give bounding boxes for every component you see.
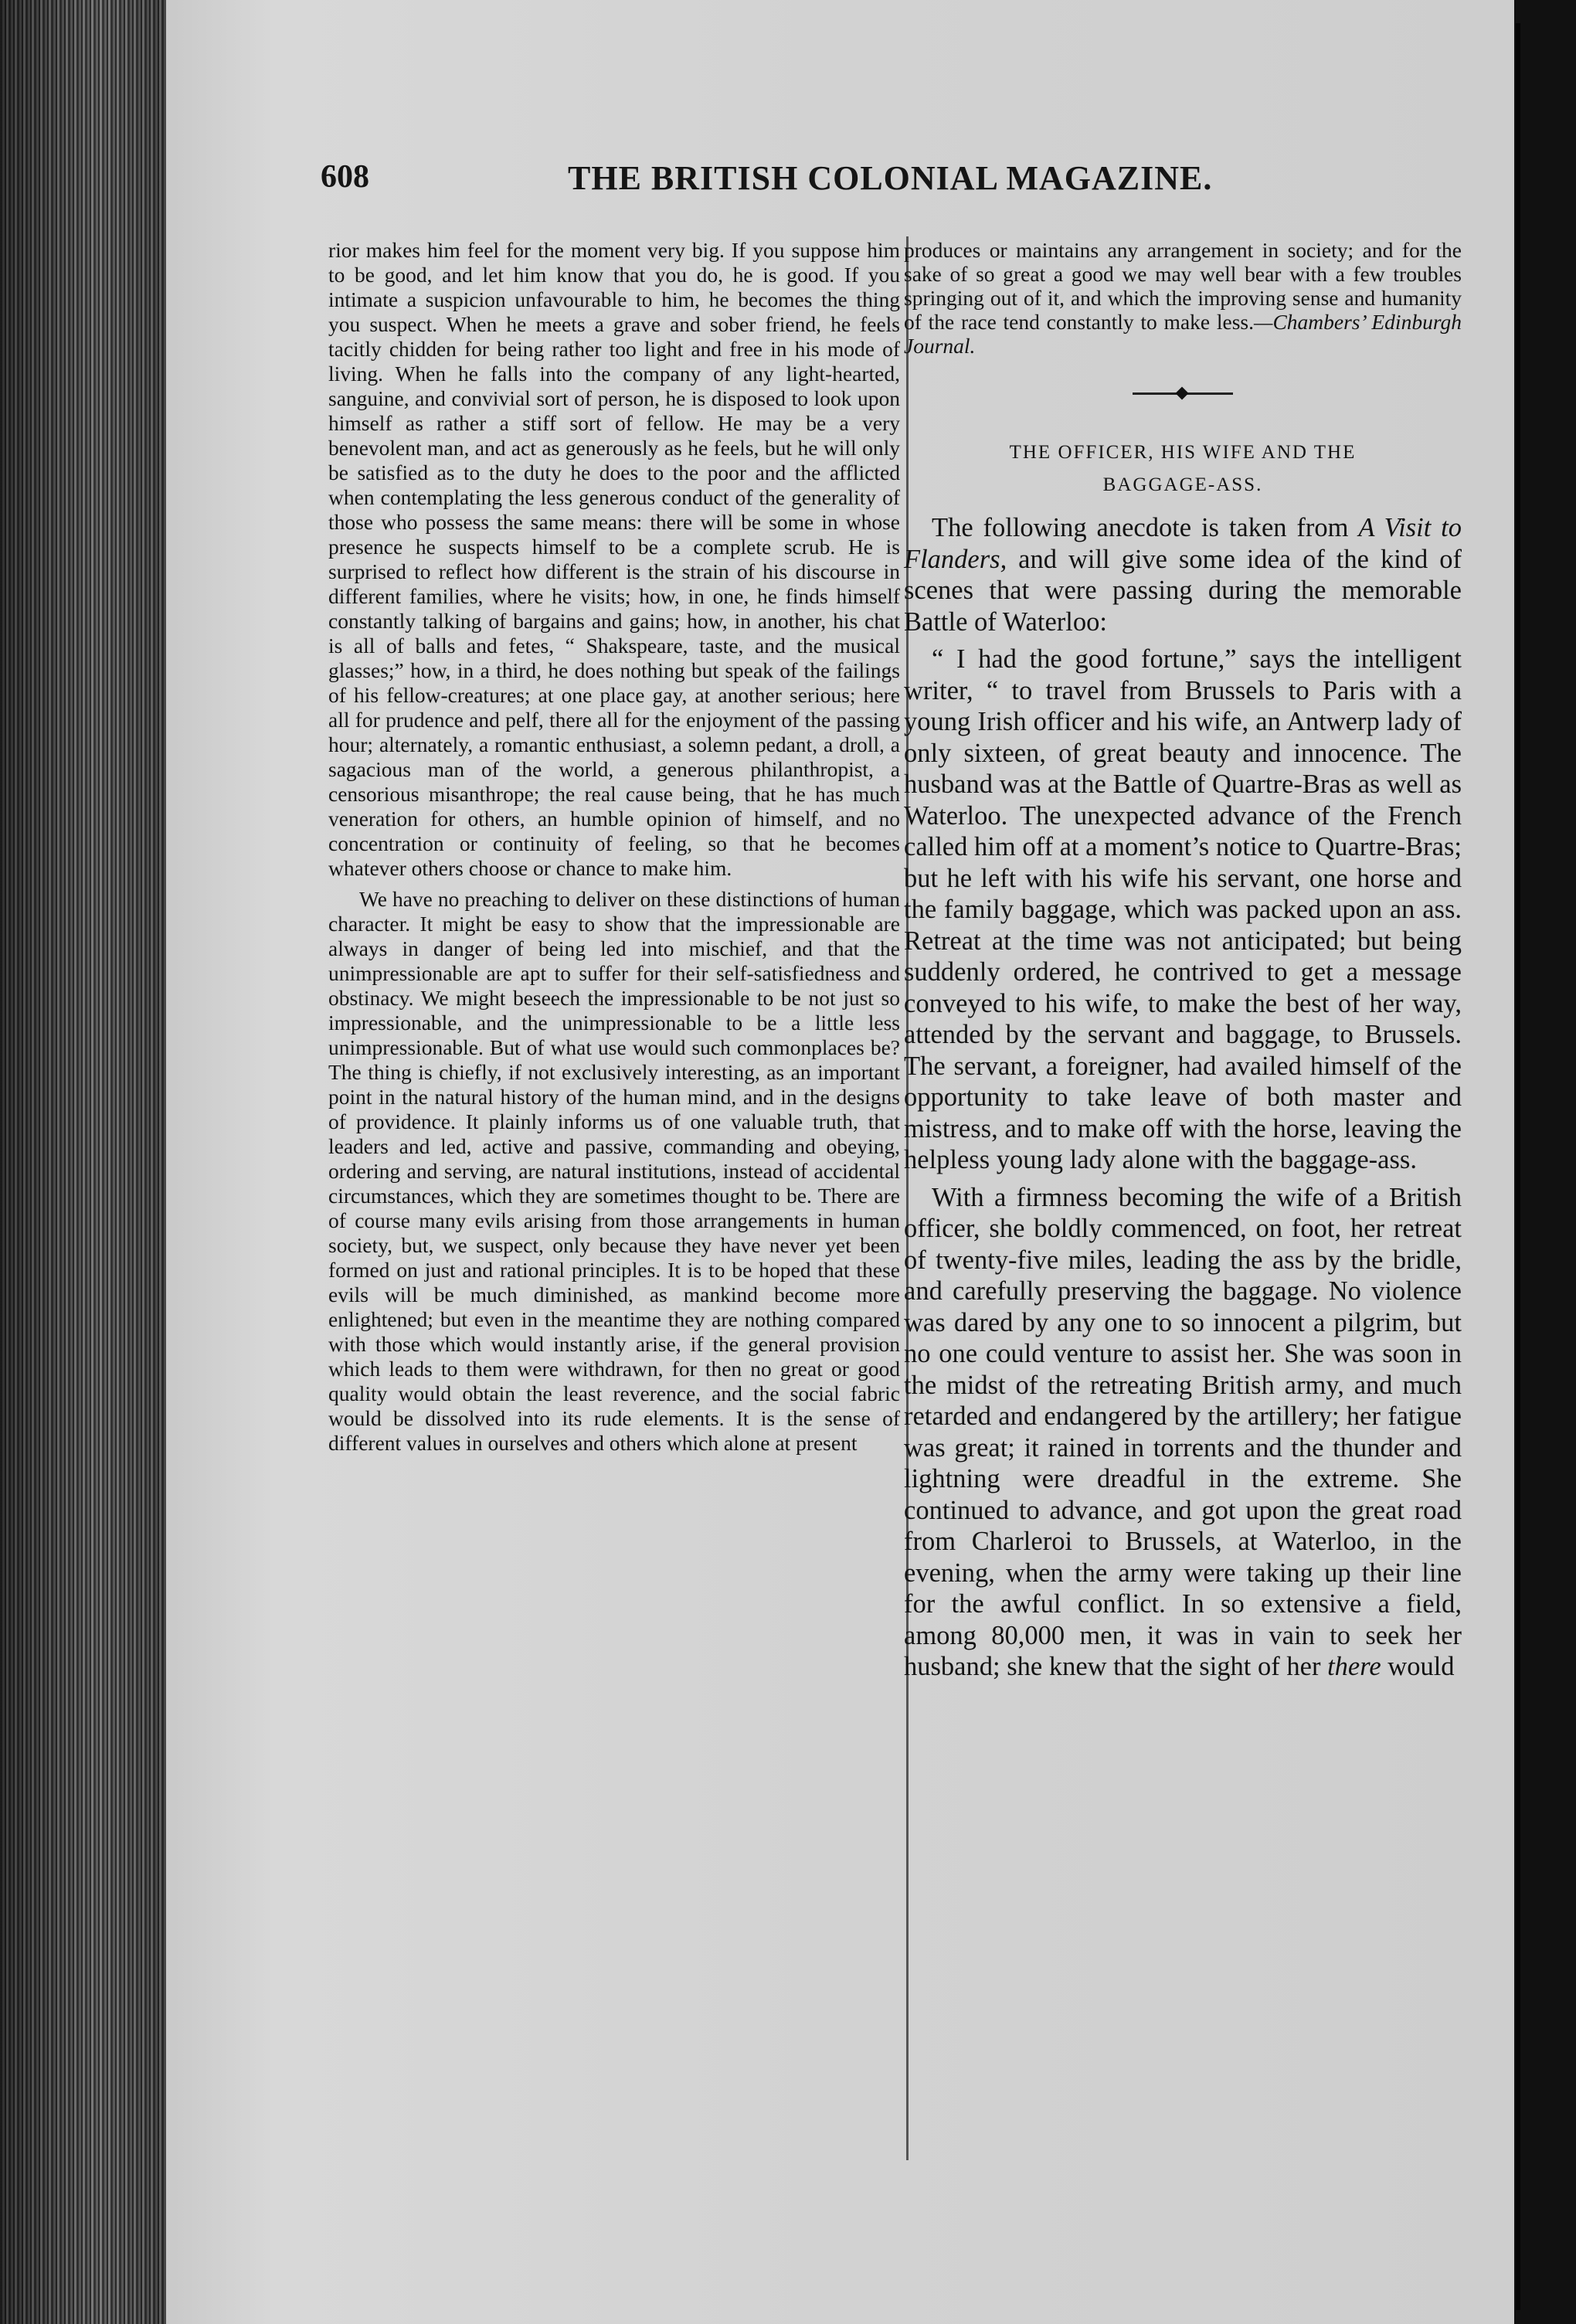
spine-shadow [0,0,166,2324]
narrative-text-a: With a firmness becoming the wife of a British officer, she boldly commenced, on foot, her retreat of twenty-five miles, leading the ass by the bridle, and carefully preserving the baggage. No violence was dared by any one to so innocent a pilgrim, but no one could venture to assist her. She was soon in the midst of the retreating British army, and much retarded and endangered by the artillery; her fatigue was great; it rained in torrents and the thunder and lightning were dreadful in the extreme. She continued to advance, and got upon the great road from Charleroi to Brussels, at Waterloo, in the evening, when the army were taking up their line for the awful conflict. In so extensive a field, among 80,000 men, it was in vain to seek her husband; she knew that the sight of her [904,1182,1462,1681]
intro-text-a: The following anecdote is taken from [932,513,1359,542]
narrative-paragraph [904,1182,1462,1683]
page-number: 608 [321,159,369,195]
ornament-diamond [1176,387,1189,400]
section-title-line-2: BAGGAGE-ASS. [1102,474,1263,495]
section-title [904,437,1462,501]
section-ornament [904,372,1462,418]
emphasis-word: there [1327,1652,1381,1681]
source-attribution: —Chambers’ Edinburgh Journal. [904,310,1462,358]
book-title: A Visit to Flanders, [904,513,1462,574]
quote-paragraph: “ I had the good fortune,” says the intelligent writer, “ to travel from Brussels to Paris with a young Irish officer and his wife, an Antwerp lady of only sixteen, of great beauty and innocence. The husband was at the Battle of Quartre-Bras as well as Waterloo. The unexpected advance of the French called him off at a moment’s notice to Quartre-Bras; but he left with his wife his servant, one horse and the family baggage, which was packed upon an ass. Retreat at the time was not anticipated; but being suddenly ordered, he contrived to get a message conveyed to his wife, to make the best of her way, attended by the servant and baggage, to Brussels. The servant, a foreigner, had availed himself of the opportunity to take leave of both master and mistress, and to make off with the horse, leaving the helpless young lady alone with the baggage-ass. [904,644,1462,1174]
section-title-line-1: THE OFFICER, HIS WIFE AND THE [1009,442,1357,463]
left-column [328,238,900,1456]
left-paragraph-1: rior makes him feel for the moment very big. If you suppose him to be good, and let him know that you do, he is good. If you intimate a suspicion unfavourable to him, he becomes the thing you suspect. When he meets a grave and sober friend, he feels tacitly chidden for being rather too light and free in his mode of living. When he falls into the company of any light-hearted, sanguine, and convivial sort of person, he is disposed to look upon himself as rather a stiff sort of fellow. He may be a very benevolent man, and act as generously as he feels, but he will only be satisfied as to the duty he does to the poor and the afflicted when contemplating the less generous conduct of the generality of those who possess the same means: there will be some in whose presence he suspects himself to be a complete scrub. He is surprised to reflect how different is the strain of his discourse in different families, where he visits; how, in one, he finds himself constantly talking of bargains and gains; how, in another, his chat is all of balls and fetes, “ Shakspeare, taste, and the musical glasses;” how, in a third, he does nothing but speak of the failings of his fellow-creatures; at one place gay, at another serious; here all for prudence and pelf, there all for the enjoyment of the passing hour; alternately, a romantic enthusiast, a solemn pedant, a droll, a sagacious man of the world, a generous philanthropist, a censorious misanthrope; the real cause being, that he has much veneration for others, an humble opinion of himself, and no concentration or continuity of feeling, so that he becomes whatever others choose or chance to make him. [328,238,900,880]
continuation-text: produces or maintains any arrangement in society; and for the sake of so great a good we may well bear with a few troubles springing out of it, and which the improving sense and humanity of the race tend constantly to make less. [904,238,1462,334]
narrative-text-b: would [1381,1652,1455,1681]
running-header [321,158,1228,205]
right-continuation [904,238,1462,358]
page-right-margin [1514,0,1576,2324]
intro-text-b: and will give some idea of the kind of scenes that were passing during the memorable Battle of Waterloo: [904,544,1462,637]
page-edge-line [1516,23,1520,2310]
magazine-title: THE BRITISH COLONIAL MAGAZINE. [568,159,1213,197]
intro-paragraph [904,512,1462,637]
left-paragraph-2: We have no preaching to deliver on these distinctions of human character. It might be easy to show that the impressionable are always in danger of being led into mischief, and that the unimpressionable are apt to suffer for their self-satisfiedness and obstinacy. We might beseech the impressionable to be not just so impressionable, and the unimpressionable to be a little less unimpressionable. But of what use would such commonplaces be? The thing is chiefly, if not exclusively interesting, as an important point in the natural history of the human mind, and in the designs of providence. It plainly informs us of one valuable truth, that leaders and led, active and passive, commanding and obeying, ordering and serving, are natural institutions, instead of accidental circumstances, which they are sometimes thought to be. There are of course many evils arising from those arrangements in human society, but, we suspect, only because they have never yet been formed on just and rational principles. It is to be hoped that these evils will be much diminished, as mankind become more enlightened; but even in the meantime they are nothing compared with those which would instantly arise, if the general provision which leads to them were withdrawn, for then no great or good quality would obtain the least reverence, and the social fabric would be dissolved into its rude elements. It is the sense of different values in ourselves and others which alone at present [328,887,900,1455]
right-column [904,238,1462,1683]
